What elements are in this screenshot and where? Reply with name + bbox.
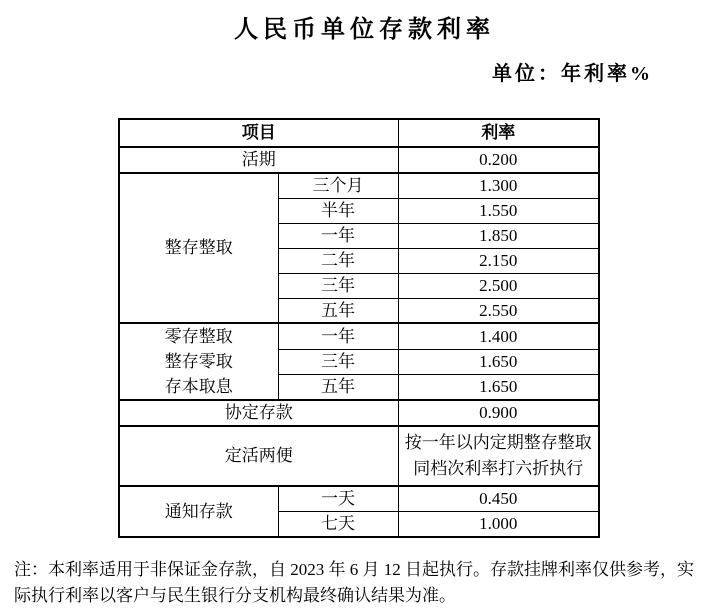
call-rate-1d: 0.450	[398, 486, 599, 511]
call-rate-7d: 1.000	[398, 511, 599, 536]
lump-term-1y: 一年	[278, 223, 398, 248]
demand-name: 活期	[119, 147, 398, 173]
table-row-agreement	[119, 400, 599, 426]
demand-rate: 0.200	[398, 147, 599, 173]
lump-group-name: 整存整取	[119, 173, 278, 324]
unit-annotation: 单位：年利率%	[492, 63, 653, 85]
page-title: 人民币单位存款利率	[234, 16, 495, 43]
table-row-installment-1y	[119, 323, 599, 349]
flexible-rate-line-2: 同档次利率打六折执行	[413, 459, 584, 479]
installment-group-name	[119, 323, 278, 400]
lump-rate-3y: 2.500	[398, 273, 599, 298]
lump-term-6m: 半年	[278, 198, 398, 223]
table-row-demand	[119, 147, 599, 173]
installment-rate-5y: 1.650	[398, 375, 599, 401]
lump-rate-3m: 1.300	[398, 173, 599, 198]
header-rate: 利率	[398, 119, 599, 147]
flexible-rate	[398, 426, 599, 486]
agreement-rate: 0.900	[398, 400, 599, 426]
footnote-line-2: 际执行利率以客户与民生银行分支机构最终确认结果为准。	[14, 586, 456, 605]
table-header-row	[119, 119, 599, 147]
lump-term-5y: 五年	[278, 298, 398, 323]
call-term-1d: 一天	[278, 486, 398, 511]
call-group-name: 通知存款	[119, 486, 278, 537]
flexible-name: 定活两便	[119, 426, 398, 486]
table-row-flexible	[119, 426, 599, 486]
lump-rate-5y: 2.550	[398, 298, 599, 323]
lump-rate-6m: 1.550	[398, 198, 599, 223]
table-row-lump-3m	[119, 173, 599, 198]
installment-term-3y: 三年	[278, 349, 398, 374]
lump-term-2y: 二年	[278, 248, 398, 273]
table-row-call-1d	[119, 486, 599, 511]
lump-rate-1y: 1.850	[398, 223, 599, 248]
agreement-name: 协定存款	[119, 400, 398, 426]
lump-term-3y: 三年	[278, 273, 398, 298]
installment-name-line-1: 零存整取	[164, 327, 233, 347]
lump-rate-2y: 2.150	[398, 248, 599, 273]
footnote-line-1: 注：本利率适用于非保证金存款，自 2023 年 6 月 12 日起执行。存款挂牌利率仅供参考，实	[14, 560, 694, 579]
footnote	[14, 557, 706, 609]
header-item: 项目	[119, 119, 398, 147]
call-term-7d: 七天	[278, 511, 398, 536]
installment-name-line-2: 整存零取	[164, 352, 233, 372]
installment-term-5y: 五年	[278, 375, 398, 401]
deposit-rates-table	[118, 118, 600, 538]
installment-name-line-3: 存本取息	[164, 377, 233, 397]
flexible-rate-line-1: 按一年以内定期整存整取	[404, 433, 592, 453]
lump-term-3m: 三个月	[278, 173, 398, 198]
installment-rate-3y: 1.650	[398, 349, 599, 374]
installment-term-1y: 一年	[278, 323, 398, 349]
installment-rate-1y: 1.400	[398, 323, 599, 349]
